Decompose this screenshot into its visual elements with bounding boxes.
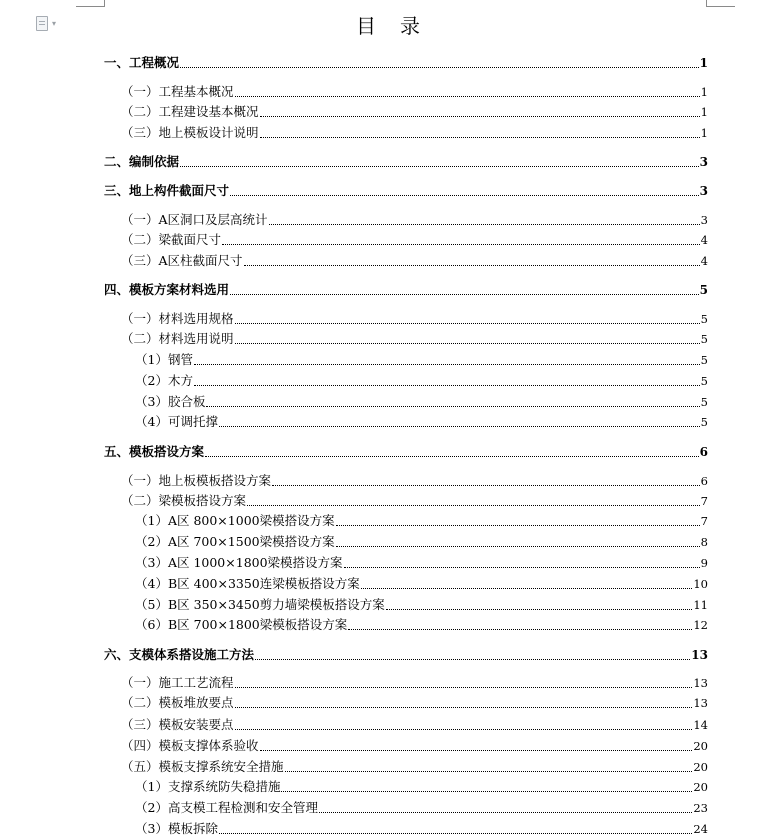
toc-entry-text: （5）B区 350×3450剪力墙梁模板搭设方案: [135, 597, 385, 612]
toc-page-number: 4: [700, 254, 708, 268]
toc-entry-text: 六、支模体系搭设施工方法: [104, 647, 255, 662]
toc-page-number: 1: [699, 56, 708, 70]
toc-entry[interactable]: [104, 444, 708, 460]
toc-entry[interactable]: [104, 282, 708, 298]
toc-entry[interactable]: [104, 473, 708, 489]
toc-entry-text: （二）材料选用说明: [121, 331, 234, 346]
toc-leader-dots: [194, 364, 700, 365]
toc-entry[interactable]: [104, 779, 708, 795]
toc-entry[interactable]: [104, 759, 708, 775]
toc-page-number: 20: [693, 739, 708, 753]
chevron-down-icon: ▾: [52, 19, 57, 28]
toc-leader-dots: [247, 505, 700, 506]
toc-entry-text: （一）地上板模板搭设方案: [121, 473, 272, 488]
toc-entry[interactable]: [104, 394, 708, 410]
toc-entry[interactable]: [104, 154, 708, 170]
toc-leader-dots: [260, 750, 693, 751]
page-corner-mark-right: [706, 0, 735, 7]
toc-page-number: 23: [693, 801, 708, 815]
toc-entry[interactable]: [104, 617, 708, 633]
toc-leader-dots: [180, 166, 699, 167]
toc-entry-text: （一）材料选用规格: [121, 311, 234, 326]
toc-leader-dots: [235, 343, 700, 344]
toc-page-number: 5: [700, 312, 708, 326]
toc-page-number: 11: [693, 598, 708, 612]
toc-page-number: 5: [700, 332, 708, 346]
toc-entry-text: 二、编制依据: [104, 154, 180, 169]
toc-entry-text: （三）A区柱截面尺寸: [121, 253, 243, 268]
toc-entry[interactable]: [104, 738, 708, 754]
toc-entry[interactable]: [104, 253, 708, 269]
toc-page-number: 20: [693, 760, 708, 774]
toc-leader-dots: [244, 265, 700, 266]
toc-leader-dots: [235, 96, 700, 97]
toc-leader-dots: [272, 485, 700, 486]
toc-leader-dots: [230, 294, 699, 295]
toc-leader-dots: [235, 729, 693, 730]
toc-entry[interactable]: [104, 373, 708, 389]
toc-entry-text: （二）梁截面尺寸: [121, 232, 222, 247]
toc-entry-text: （6）B区 700×1800梁模板搭设方案: [135, 617, 348, 632]
toc-page-number: 14: [693, 718, 708, 732]
toc-entry[interactable]: [104, 212, 708, 228]
toc-entry-text: （四）模板支撑体系验收: [121, 738, 259, 753]
toc-entry[interactable]: [104, 800, 708, 816]
toc-entry-text: （三）地上模板设计说明: [121, 125, 259, 140]
toc-entry[interactable]: [104, 352, 708, 368]
toc-entry[interactable]: [104, 55, 708, 71]
toc-leader-dots: [235, 707, 693, 708]
page-corner-mark-left: [76, 0, 105, 7]
toc-entry[interactable]: [104, 331, 708, 347]
toc-leader-dots: [194, 385, 700, 386]
toc-page-number: 12: [693, 618, 708, 632]
toc-page-number: 5: [699, 283, 708, 297]
toc-entry-text: （2）高支模工程检测和安全管理: [135, 800, 318, 815]
toc-entry[interactable]: [104, 183, 708, 199]
toc-leader-dots: [348, 629, 692, 630]
toc-entry-text: （3）模板拆除: [135, 821, 218, 836]
toc-leader-dots: [222, 244, 700, 245]
toc-leader-dots: [281, 791, 692, 792]
toc-entry-text: （3）胶合板: [135, 394, 206, 409]
toc-entry-text: （五）模板支撑系统安全措施: [121, 759, 284, 774]
toc-leader-dots: [319, 812, 692, 813]
toc-leader-dots: [260, 137, 700, 138]
toc-entry[interactable]: [104, 647, 708, 663]
toc-page-number: 24: [693, 822, 708, 836]
toc-page-number: 4: [700, 233, 708, 247]
toc-page-number: 1: [700, 126, 708, 140]
toc-entry-text: （1）支撑系统防失稳措施: [135, 779, 281, 794]
toc-page-number: 7: [700, 494, 708, 508]
toc-leader-dots: [235, 323, 700, 324]
toc-page-number: 13: [693, 676, 708, 690]
toc-entry-text: （二）梁模板搭设方案: [121, 493, 247, 508]
toc-entry-text: （二）工程建设基本概况: [121, 104, 259, 119]
toc-page-number: 8: [700, 535, 708, 549]
toc-entry-text: （一）工程基本概况: [121, 84, 234, 99]
toc-entry[interactable]: [104, 311, 708, 327]
toc-entry-text: （二）模板堆放要点: [121, 695, 234, 710]
toc-leader-dots: [230, 195, 699, 196]
toc-entry-text: （3）A区 1000×1800梁模搭设方案: [135, 555, 343, 570]
toc-entry[interactable]: [104, 493, 708, 509]
toc-entry[interactable]: [104, 576, 708, 592]
toc-leader-dots: [336, 525, 700, 526]
toc-page-number: 5: [700, 415, 708, 429]
toc-entry-text: 五、模板搭设方案: [104, 444, 205, 459]
toc-entry[interactable]: [104, 821, 708, 837]
toc-entry[interactable]: [104, 675, 708, 691]
toc-leader-dots: [205, 456, 699, 457]
toc-leader-dots: [386, 609, 693, 610]
toc-entry[interactable]: [104, 534, 708, 550]
toc-entry[interactable]: [104, 232, 708, 248]
toc-page-number: 3: [700, 213, 708, 227]
toc-leader-dots: [260, 116, 700, 117]
toc-leader-dots: [336, 546, 700, 547]
toc-entry[interactable]: [104, 84, 708, 100]
toc-page-number: 5: [700, 395, 708, 409]
toc-entry[interactable]: [104, 125, 708, 141]
toc-leader-dots: [206, 406, 699, 407]
toc-page-number: 20: [693, 780, 708, 794]
toc-entry[interactable]: [104, 717, 708, 733]
toc-page-number: 7: [700, 514, 708, 528]
toc-entry-text: （4）B区 400×3350连梁模板搭设方案: [135, 576, 360, 591]
toc-leader-dots: [361, 588, 693, 589]
toc-entry-text: （三）模板安装要点: [121, 717, 234, 732]
toc-leader-dots: [285, 771, 693, 772]
toc-entry[interactable]: [104, 555, 708, 571]
toc-page-number: 3: [699, 155, 708, 169]
toc-title: 目 录: [356, 14, 422, 38]
toc-page-number: 1: [700, 105, 708, 119]
toc-page-number: 13: [691, 648, 708, 662]
toc-entry-text: 四、模板方案材料选用: [104, 282, 230, 297]
toc-entry[interactable]: [104, 695, 708, 711]
toc-entry-text: （2）A区 700×1500梁模搭设方案: [135, 534, 335, 549]
toc-entry-text: （一）施工工艺流程: [121, 675, 234, 690]
toc-entry[interactable]: [104, 513, 708, 529]
toc-entry-text: （1）钢管: [135, 352, 193, 367]
toc-page-number: 6: [699, 445, 708, 459]
toc-page-number: 1: [700, 85, 708, 99]
toc-leader-dots: [344, 567, 700, 568]
toc-page-number: 6: [700, 474, 708, 488]
toc-leader-dots: [219, 426, 700, 427]
toc-leader-dots: [235, 687, 693, 688]
toc-entry-text: （4）可调托撑: [135, 414, 218, 429]
toc-entry-text: （1）A区 800×1000梁模搭设方案: [135, 513, 335, 528]
toc-page-number: 10: [693, 577, 708, 591]
toc-page-number: 5: [700, 353, 708, 367]
toc-page-number: 9: [700, 556, 708, 570]
toc-page-number: 13: [693, 696, 708, 710]
toc-entry-text: 三、地上构件截面尺寸: [104, 183, 230, 198]
toc-leader-dots: [255, 659, 690, 660]
toc-leader-dots: [269, 224, 700, 225]
toc-entry-text: 一、工程概况: [104, 55, 180, 70]
toc-page-number: 3: [699, 184, 708, 198]
toc-entry-text: （2）木方: [135, 373, 193, 388]
toc-entry[interactable]: [104, 104, 708, 120]
toc-entry-text: （一）A区洞口及层高统计: [121, 212, 268, 227]
toc-entry[interactable]: [104, 414, 708, 430]
toc-entry[interactable]: [104, 597, 708, 613]
toc-page-number: 5: [700, 374, 708, 388]
toc-leader-dots: [180, 67, 699, 68]
